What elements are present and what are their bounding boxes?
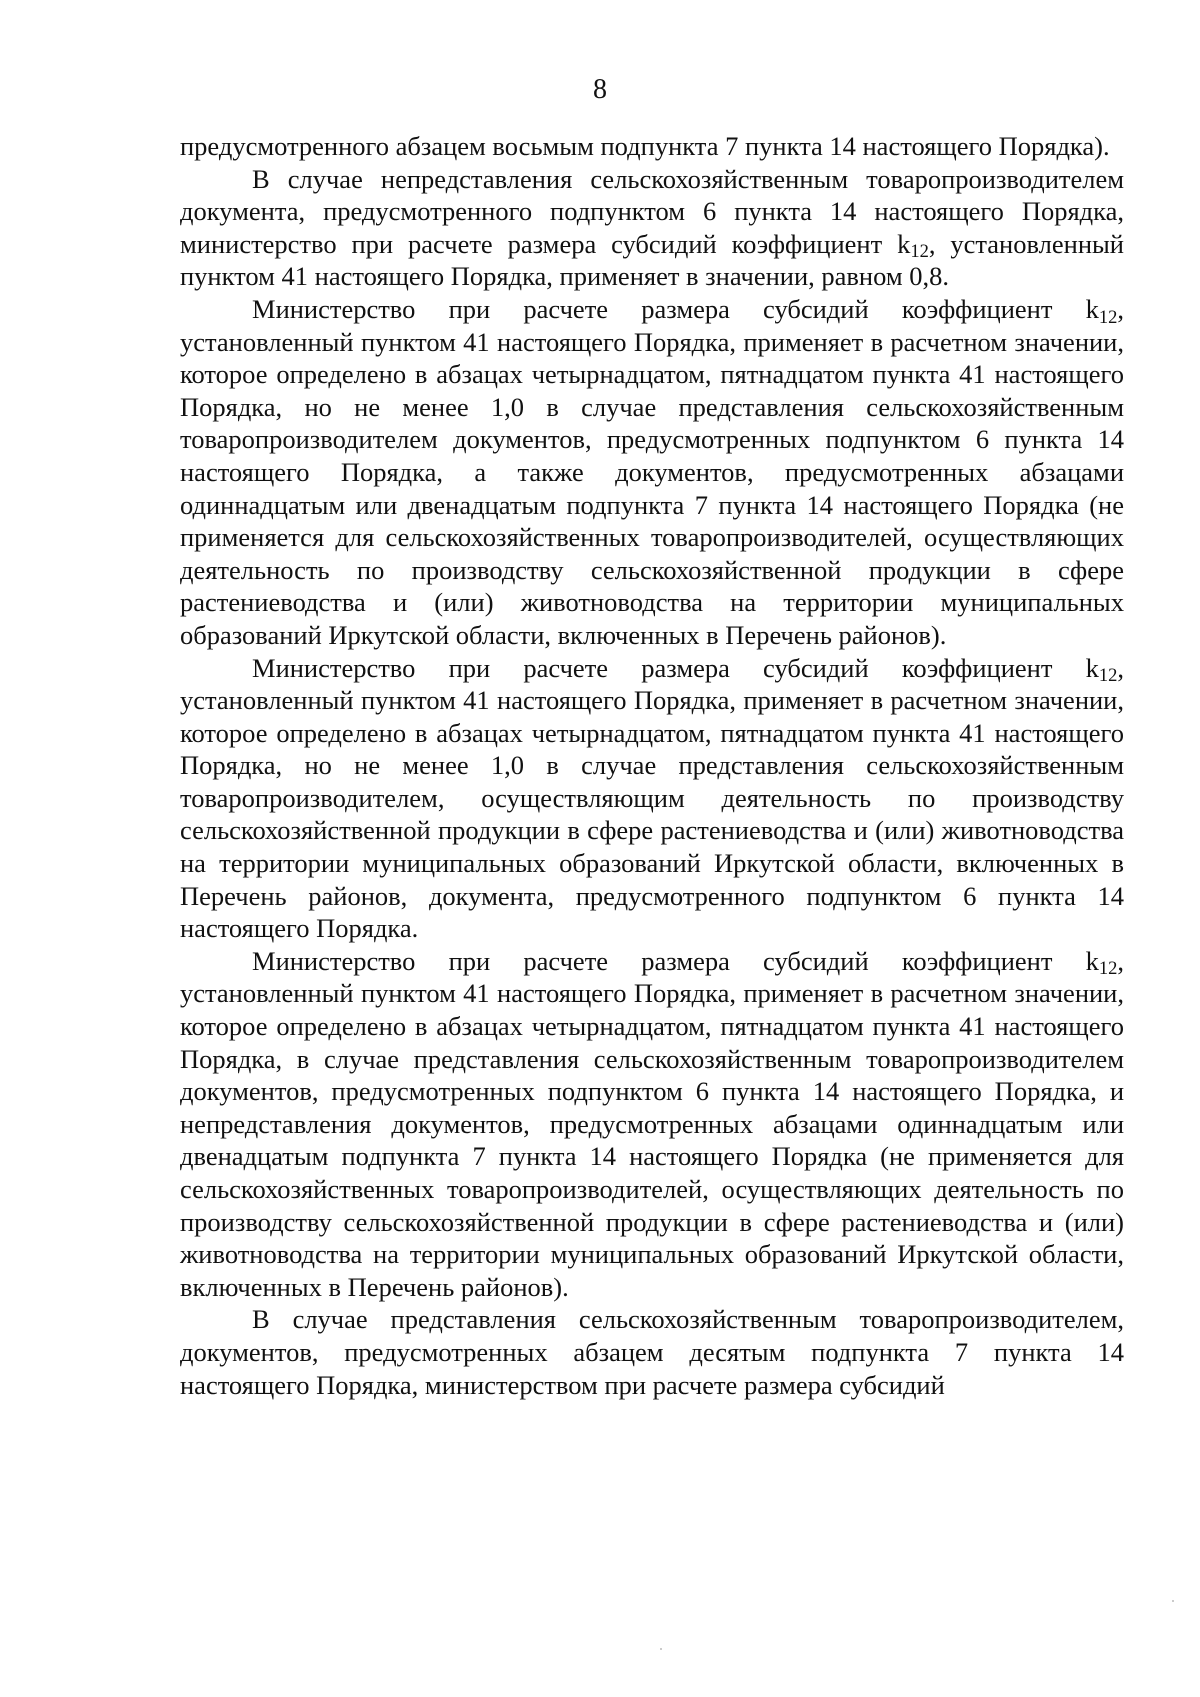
paragraph-k12-without-documents <box>180 945 1124 1304</box>
paragraph-text: предусмотренного абзацем восьмым подпункта 7 пункта 14 настоящего Порядка). <box>180 131 1110 161</box>
paragraph-text-before: Министерство при расчете размера субсидий коэффициент k <box>252 945 1099 976</box>
paragraph-k12-documents-both <box>180 293 1124 652</box>
paragraph-text-before: Министерство при расчете размера субсидий коэффициент k <box>252 293 1099 324</box>
paragraph-tenth-subclause <box>180 1303 1124 1401</box>
paragraph-text-after: , установленный пунктом 41 настоящего Порядка, применяет в значении, равном 0,8. <box>180 228 1124 292</box>
paragraph-text-after: , установленный пунктом 41 настоящего Порядка, применяет в расчетном значении, которое определено в абзацах четырнадцатом, пятнадцатом пункта 41 настоящего Порядка, но не менее 1,0 в случае представления сельскохозяйственным товаропроизводителем документов, предусмотренных подпунктом 6 пункта 14 настоящего Порядка, а также документов, предусмотренных абзацами одиннадцатым или двенадцатым подпункта 7 пункта 14 настоящего Порядка (не применяется для сельскохозяйственных товаропроизводителей, осуществляющих деятельность по производству сельскохозяйственной продукции в сфере растениеводства и (или) животноводства на территории муниципальных образований Иркутской области, включенных в Перечень районов). <box>180 293 1124 650</box>
scan-speck <box>660 1648 662 1650</box>
scan-speck <box>1172 1600 1174 1602</box>
page-number: 8 <box>593 74 607 105</box>
paragraph-text-after: , установленный пунктом 41 настоящего Порядка, применяет в расчетном значении, которое определено в абзацах четырнадцатом, пятнадцатом пункта 41 настоящего Порядка, в случае представления сельскохозяйственным товаропроизводителем документов, предусмотренных подпунктом 6 пункта 14 настоящего Порядка, и непредставления документов, предусмотренных абзацами одиннадцатым или двенадцатым подпункта 7 пункта 14 настоящего Порядка (не применяется для сельскохозяйственных товаропроизводителей, осуществляющих деятельность по производству сельскохозяйственной продукции в сфере растениеводства и (или) животноводства на территории муниципальных образований Иркутской области, включенных в Перечень районов). <box>180 945 1124 1302</box>
paragraph-continuation <box>180 130 1124 163</box>
paragraph-k12-districts-list <box>180 652 1124 945</box>
paragraph-text-before: В случае непредставления сельскохозяйственным товаропроизводителем документа, предусмотренного подпунктом 6 пункта 14 настоящего Порядка, министерство при расчете размера субсидий коэффициент k <box>180 163 1124 259</box>
subscript: 12 <box>1098 958 1118 980</box>
subscript: 12 <box>1098 665 1118 687</box>
document-body <box>180 130 1124 1401</box>
paragraph-k12-coefficient-0-8 <box>180 163 1124 293</box>
paragraph-text-before: Министерство при расчете размера субсидий коэффициент k <box>252 652 1099 683</box>
paragraph-text-after: , установленный пунктом 41 настоящего Порядка, применяет в расчетном значении, которое определено в абзацах четырнадцатом, пятнадцатом пункта 41 настоящего Порядка, но не менее 1,0 в случае представления сельскохозяйственным товаропроизводителем, осуществляющим деятельность по производству сельскохозяйственной продукции в сфере растениеводства и (или) животноводства на территории муниципальных образований Иркутской области, включенных в Перечень районов, документа, предусмотренного подпунктом 6 пункта 14 настоящего Порядка. <box>180 652 1124 944</box>
subscript: 12 <box>1098 306 1118 328</box>
paragraph-text: В случае представления сельскохозяйственным товаропроизводителем, документов, предусмотренных абзацем десятым подпункта 7 пункта 14 настоящего Порядка, министерством при расчете размера субсидий <box>180 1304 1124 1400</box>
subscript: 12 <box>910 241 929 263</box>
